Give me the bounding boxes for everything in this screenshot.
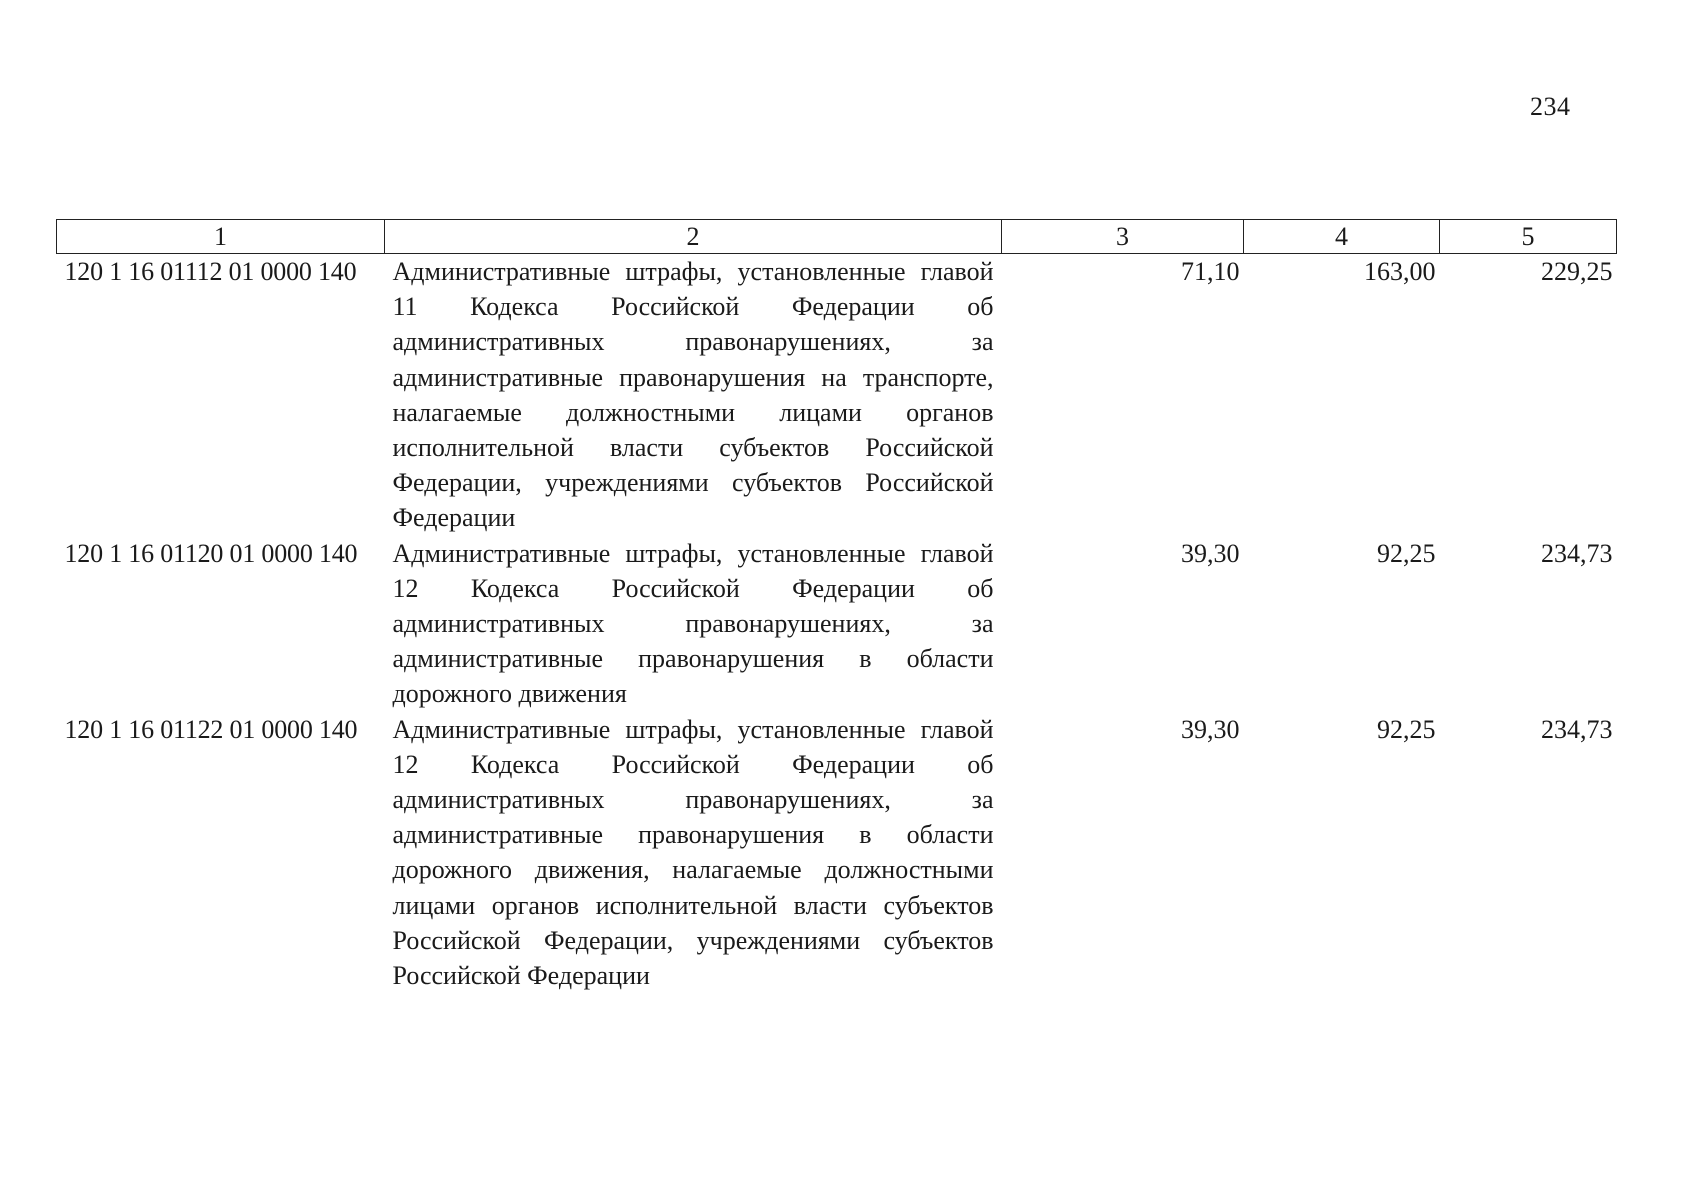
value-col3-cell: 71,10 bbox=[1181, 257, 1240, 286]
page-number: 234 bbox=[1530, 92, 1571, 121]
table-row bbox=[57, 712, 1617, 994]
description-cell: Административные штрафы, установленные главой 12 Кодекса Российской Федерации об административных правонарушениях, за административные правонарушения в области дорожного движения, налагаемые должностными лицами органов исполнительной власти субъектов Российской Федерации, учреждениями субъектов Российской Федерации bbox=[392, 714, 994, 991]
budget-code-cell: 120 1 16 01120 01 0000 140 bbox=[64, 538, 358, 568]
column-header-3: 3 bbox=[1002, 220, 1244, 254]
value-col5-cell: 234,73 bbox=[1541, 538, 1613, 568]
value-col4-cell: 92,25 bbox=[1377, 538, 1436, 568]
table-row bbox=[57, 254, 1617, 536]
column-header-2: 2 bbox=[385, 220, 1002, 254]
table-header bbox=[57, 220, 1617, 254]
header-row bbox=[57, 220, 1617, 254]
value-col5-cell: 229,25 bbox=[1541, 257, 1613, 286]
budget-code-cell: 120 1 16 01122 01 0000 140 bbox=[64, 714, 358, 744]
column-header-5: 5 bbox=[1440, 220, 1617, 254]
column-header-1: 1 bbox=[57, 220, 385, 254]
value-col4-cell: 163,00 bbox=[1364, 257, 1436, 286]
table-body bbox=[57, 254, 1617, 994]
value-col3-cell: 39,30 bbox=[1181, 714, 1240, 744]
table-row bbox=[57, 536, 1617, 712]
value-col3-cell: 39,30 bbox=[1181, 538, 1240, 568]
value-col4-cell: 92,25 bbox=[1377, 714, 1436, 744]
description-cell: Административные штрафы, установленные главой 12 Кодекса Российской Федерации об административных правонарушениях, за административные правонарушения в области дорожного движения bbox=[392, 538, 994, 709]
budget-code-cell: 120 1 16 01112 01 0000 140 bbox=[64, 257, 357, 286]
budget-revenue-table bbox=[56, 219, 1617, 993]
description-cell: Административные штрафы, установленные главой 11 Кодекса Российской Федерации об административных правонарушениях, за административные правонарушения на транспорте, налагаемые должностными лицами органов исполнительной власти субъектов Российской Федерации, учреждениями субъектов Российской Федерации bbox=[392, 257, 994, 533]
value-col5-cell: 234,73 bbox=[1541, 714, 1613, 744]
column-header-4: 4 bbox=[1244, 220, 1440, 254]
